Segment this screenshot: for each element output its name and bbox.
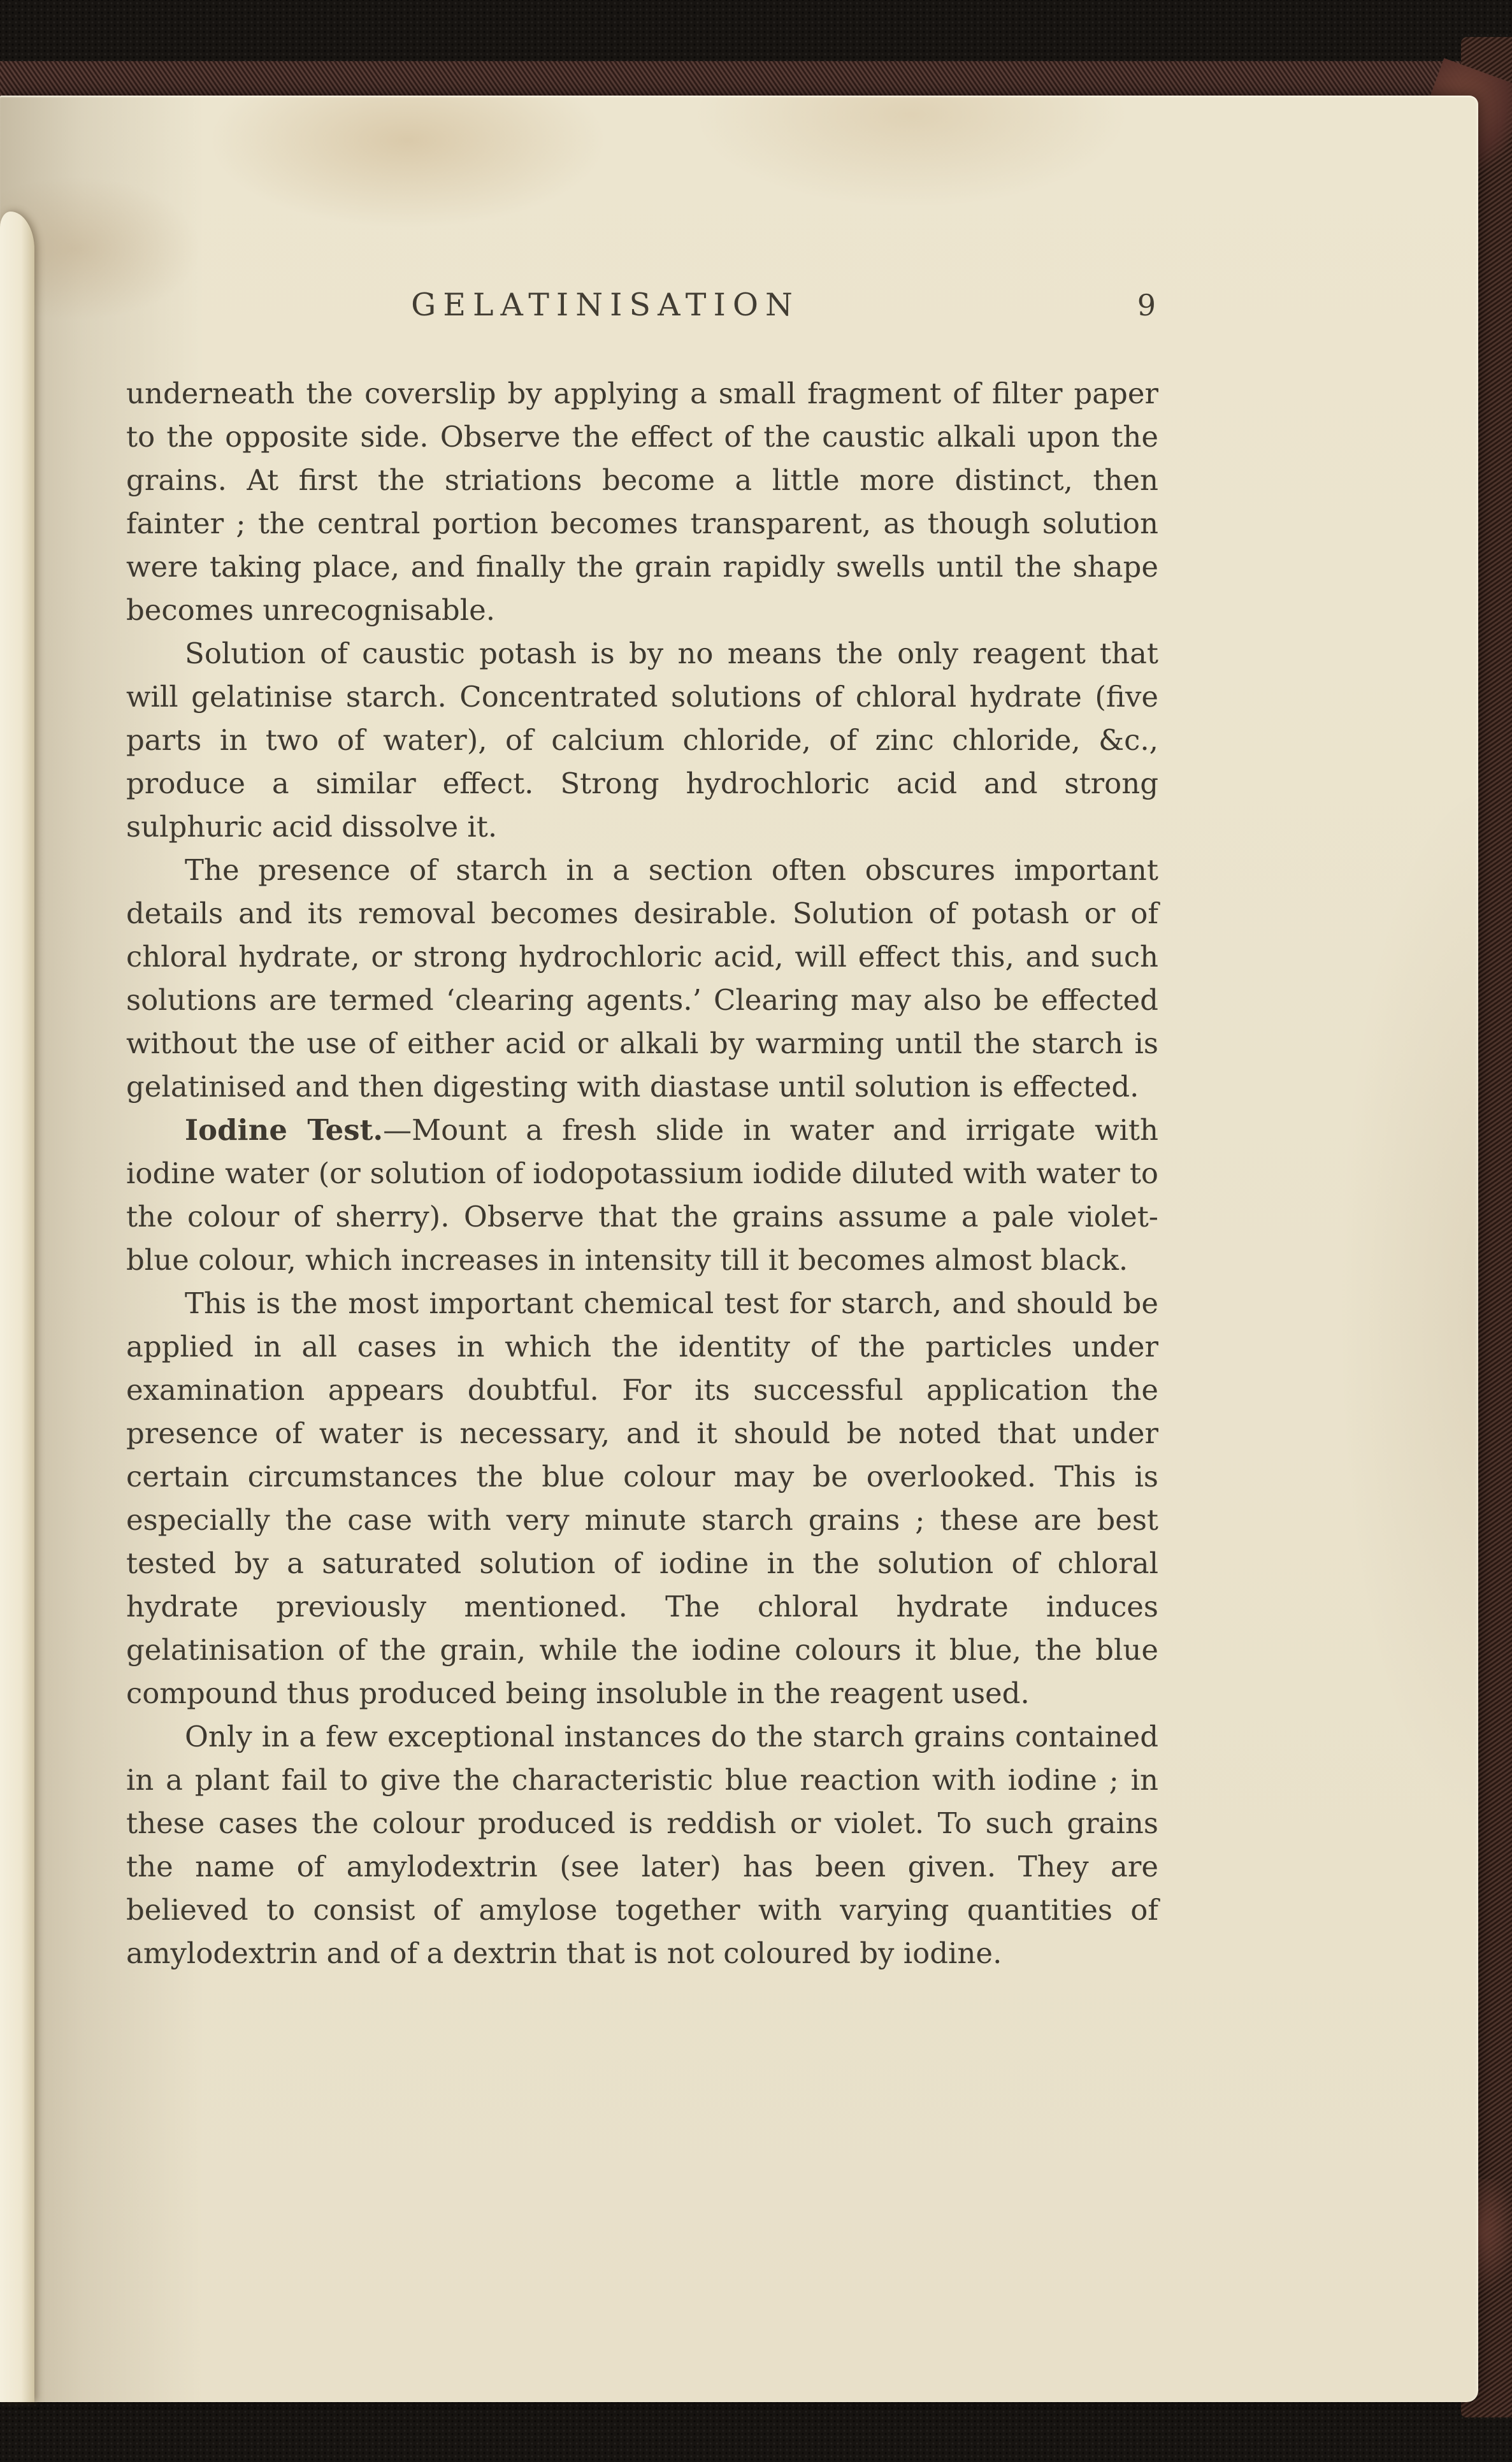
paragraph-4-body: —Mount a fresh slide in water and irrigate with iodine water (or solution of iodopotassium iodide diluted with water to the colour of sherry). Observe that the grains assume a pale violet-blue colour, which increases in intensity till it becomes almost black.	[126, 1113, 1158, 1277]
paragraph-1: underneath the coverslip by applying a small fragment of filter paper to the opposite side. Observe the effect of the caustic alkali upon the grains. At first the striations become a little more distinct, then fainter ; the central portion becomes transparent, as though solution were taking place, and finally the grain rapidly swells until the shape becomes unrecognisable.	[126, 377, 1158, 627]
binding-edge-top	[0, 61, 1512, 98]
paragraph-4	[126, 1109, 1158, 1282]
book-page	[0, 96, 1478, 2402]
paragraph-6: Only in a few exceptional instances do the starch grains contained in a plant fail to give the characteristic blue reaction with iodine ; in these cases the colour produced is reddish or violet. To such grains the name of amylodextrin (see later) has been given. They are believed to consist of amylose together with varying quantities of amylodextrin and of a dextrin that is not coloured by iodine.	[126, 1720, 1158, 1970]
page-fore-edge	[0, 212, 34, 2402]
paragraph-2: Solution of caustic potash is by no means the only reagent that will gelatinise starch. Concentrated solutions of chloral hydrate (five parts in two of water), of calcium chloride, of zinc chloride, &c., produce a similar effect. Strong hydrochloric acid and strong sulphuric acid dissolve it.	[126, 637, 1158, 844]
page-title: GELATINISATION	[411, 287, 800, 323]
iodine-test-heading: Iodine Test.	[185, 1113, 384, 1147]
page-number: 9	[1137, 288, 1156, 322]
running-header	[126, 287, 1158, 333]
paragraph-5: This is the most important chemical test for starch, and should be applied in all cases in which the identity of the particles under examination appears doubtful. For its successful application the presence of water is necessary, and it should be noted that under certain circumstances the blue colour may be overlooked. This is especially the case with very minute starch grains ; these are best tested by a saturated solution of iodine in the solution of chloral hydrate previously mentioned. The chloral hydrate induces gelatinisation of the grain, while the iodine colours it blue, the blue compound thus produced being insoluble in the reagent used.	[126, 1286, 1158, 1710]
paragraph-3: The presence of starch in a section often obscures important details and its removal becomes desirable. Solution of potash or of chloral hydrate, or strong hydrochloric acid, will effect this, and such solutions are termed ‘clearing agents.’ Clearing may also be effected without the use of either acid or alkali by warming until the starch is gelatinised and then digesting with diastase until solution is effected.	[126, 853, 1158, 1104]
page-text-block	[126, 287, 1158, 1975]
